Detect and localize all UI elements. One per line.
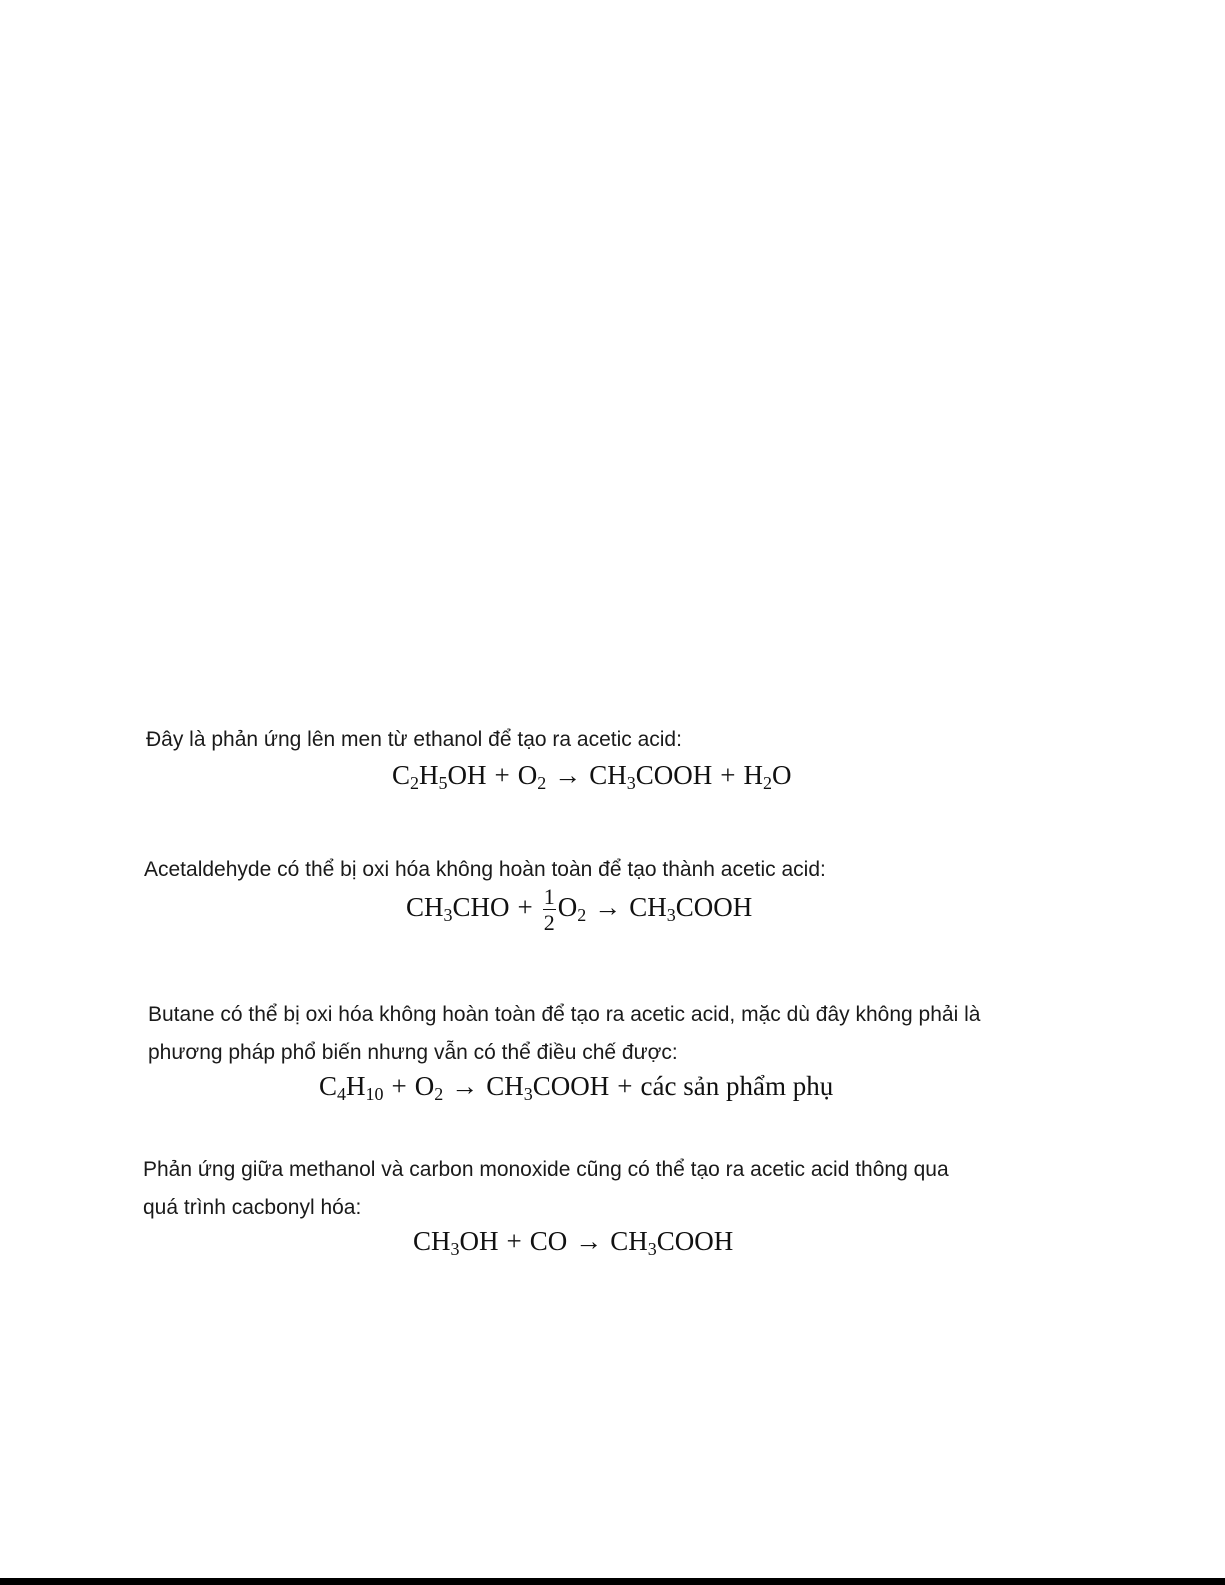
equation-methanol-carbonylation	[413, 1226, 734, 1259]
eq-arrow: →	[594, 892, 622, 922]
eq-term: CH	[610, 1226, 648, 1256]
eq-subscript: 2	[537, 773, 547, 793]
eq-subscript: 2	[577, 905, 587, 925]
eq-subscript: 5	[438, 773, 448, 793]
eq-subscript: 3	[666, 905, 676, 925]
eq-term: COOH	[675, 892, 753, 922]
eq-term: OH	[459, 1226, 499, 1256]
eq-term: OH	[447, 760, 487, 790]
eq-operator: +	[720, 760, 736, 790]
eq-arrow: →	[451, 1071, 479, 1101]
eq-term: COOH	[532, 1071, 610, 1101]
eq-operator: +	[617, 1071, 633, 1101]
fraction-numerator: 1	[543, 884, 555, 909]
eq-term: CH	[486, 1071, 524, 1101]
eq-subscript: 2	[434, 1084, 444, 1104]
paragraph-line: quá trình cacbonyl hóa:	[143, 1196, 362, 1219]
eq-term: O	[557, 892, 578, 922]
eq-term: H	[346, 1071, 366, 1101]
paragraph-butane-oxidation	[148, 996, 980, 1072]
eq-subscript: 2	[410, 773, 420, 793]
paragraph-ethanol-fermentation	[146, 721, 682, 759]
eq-operator: +	[506, 1226, 522, 1256]
eq-subscript: 10	[365, 1084, 384, 1104]
eq-term: H	[743, 760, 764, 790]
eq-subscript: 4	[337, 1084, 347, 1104]
equation-ethanol-fermentation	[392, 760, 792, 793]
eq-term: COOH	[635, 760, 713, 790]
eq-term: C	[319, 1071, 338, 1101]
eq-subscript: 3	[626, 773, 636, 793]
paragraph-line: Đây là phản ứng lên men từ ethanol để tạo ra acetic acid:	[146, 728, 682, 751]
eq-term: các sản phẩm phụ	[640, 1071, 834, 1101]
paragraph-line: phương pháp phổ biến nhưng vẫn có thể điều chế được:	[148, 1041, 678, 1064]
equation-acetaldehyde-oxidation	[406, 884, 752, 936]
paragraph-line: Acetaldehyde có thể bị oxi hóa không hoàn toàn để tạo thành acetic acid:	[144, 858, 826, 881]
eq-arrow: →	[554, 760, 582, 790]
eq-term: CH	[589, 760, 627, 790]
eq-term: CH	[406, 892, 444, 922]
eq-term: CH	[413, 1226, 451, 1256]
eq-term: CO	[529, 1226, 568, 1256]
paragraph-line: Butane có thể bị oxi hóa không hoàn toàn để tạo ra acetic acid, mặc dù đây không phải là	[148, 1003, 981, 1026]
eq-subscript: 3	[523, 1084, 533, 1104]
eq-subscript: 3	[647, 1239, 657, 1259]
eq-term: O	[772, 760, 792, 790]
eq-term: C	[392, 760, 411, 790]
eq-term: O	[517, 760, 538, 790]
equation-butane-oxidation	[319, 1071, 834, 1104]
paragraph-line: Phản ứng giữa methanol và carbon monoxide cũng có thể tạo ra acetic acid thông qua	[143, 1158, 949, 1181]
eq-term: H	[419, 760, 439, 790]
eq-operator: +	[494, 760, 510, 790]
paragraph-methanol-carbonylation	[143, 1151, 949, 1227]
eq-term: COOH	[656, 1226, 734, 1256]
eq-operator: +	[391, 1071, 407, 1101]
eq-subscript: 3	[443, 905, 453, 925]
fraction-denominator: 2	[543, 910, 555, 936]
eq-term: CHO	[452, 892, 510, 922]
eq-subscript: 2	[763, 773, 773, 793]
bottom-border	[0, 1578, 1225, 1585]
eq-arrow: →	[575, 1226, 603, 1256]
eq-fraction	[543, 884, 556, 936]
eq-operator: +	[517, 892, 533, 922]
eq-subscript: 3	[450, 1239, 460, 1259]
eq-term: O	[414, 1071, 435, 1101]
eq-term: CH	[629, 892, 667, 922]
